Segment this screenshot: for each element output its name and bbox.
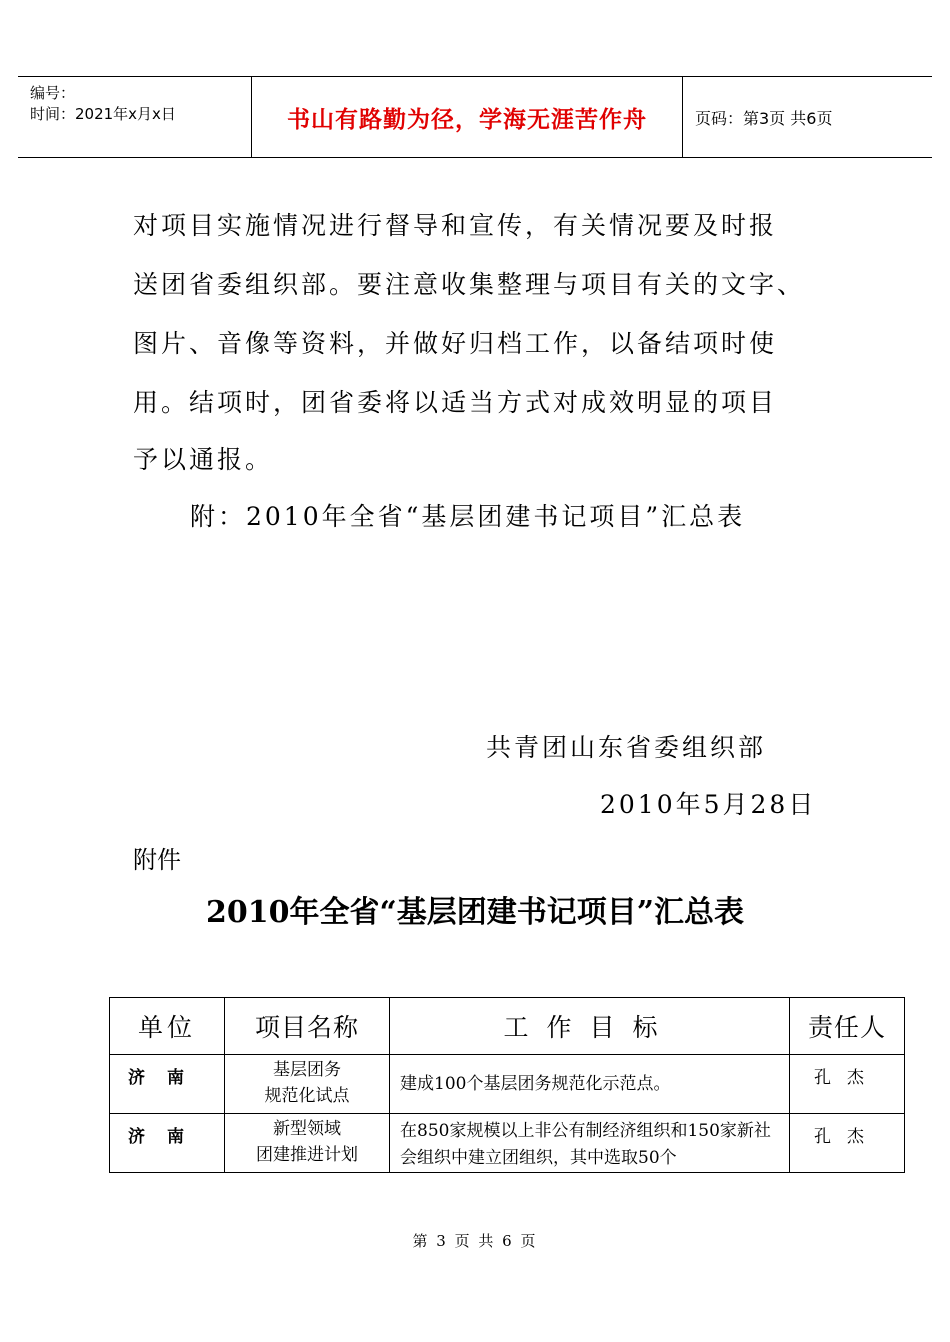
table-row — [110, 1114, 905, 1173]
appendix-note: 附：2010年全省“基层团建书记项目”汇总表 — [190, 502, 746, 531]
table-title: 2010年全省“基层团建书记项目”汇总表 — [205, 895, 744, 930]
body-line-3: 图片、音像等资料，并做好归档工作，以备结项时使 — [133, 329, 778, 358]
header-motto-cell — [252, 77, 683, 157]
body-line-1: 对项目实施情况进行督导和宣传，有关情况要及时报 — [133, 211, 778, 240]
doc-time-label: 时间：2021年x月x日 — [30, 105, 176, 123]
header-meta-cell — [18, 77, 252, 157]
header-goal: 工作目标 — [390, 998, 790, 1055]
project-name-line-2: 规范化试点 — [264, 1086, 350, 1106]
project-name-line-2: 团建推进计划 — [256, 1145, 358, 1165]
row-goal: 在850家规模以上非公有制经济组织和150家新社会组织中建立团组织，其中选取50个 — [390, 1114, 790, 1173]
header-page-cell — [683, 77, 932, 157]
summary-table — [109, 997, 905, 1173]
signature-date: 2010年5月28日 — [600, 790, 817, 819]
row-goal: 建成100个基层团务规范化示范点。 — [390, 1055, 790, 1114]
project-name-line-1: 新型领域 — [273, 1119, 341, 1139]
project-name-line-1: 基层团务 — [273, 1060, 341, 1080]
table-row — [110, 1055, 905, 1114]
row-responsible: 孔杰 — [790, 1055, 905, 1114]
row-project-name — [225, 1114, 390, 1173]
page-header — [18, 76, 932, 158]
page-footer: 第 3 页 共 6 页 — [412, 1232, 538, 1250]
body-line-5: 予以通报。 — [133, 445, 274, 474]
page-code: 页码：第3页 共6页 — [695, 108, 833, 128]
row-responsible: 孔杰 — [790, 1114, 905, 1173]
row-unit: 济南 — [110, 1114, 225, 1173]
header-responsible: 责任人 — [790, 998, 905, 1055]
header-unit: 单位 — [110, 998, 225, 1055]
table-header-row — [110, 998, 905, 1055]
signature-org: 共青团山东省委组织部 — [486, 733, 767, 762]
body-line-2: 送团省委组织部。要注意收集整理与项目有关的文字、 — [133, 270, 806, 299]
row-project-name — [225, 1055, 390, 1114]
row-unit: 济南 — [110, 1055, 225, 1114]
header-project-name: 项目名称 — [225, 998, 390, 1055]
motto-text: 书山有路勤为径，学海无涯苦作舟 — [287, 106, 647, 133]
body-line-4: 用。结项时，团省委将以适当方式对成效明显的项目 — [133, 388, 778, 417]
doc-number-label: 编号： — [30, 84, 76, 102]
attachment-label: 附件 — [133, 846, 181, 874]
